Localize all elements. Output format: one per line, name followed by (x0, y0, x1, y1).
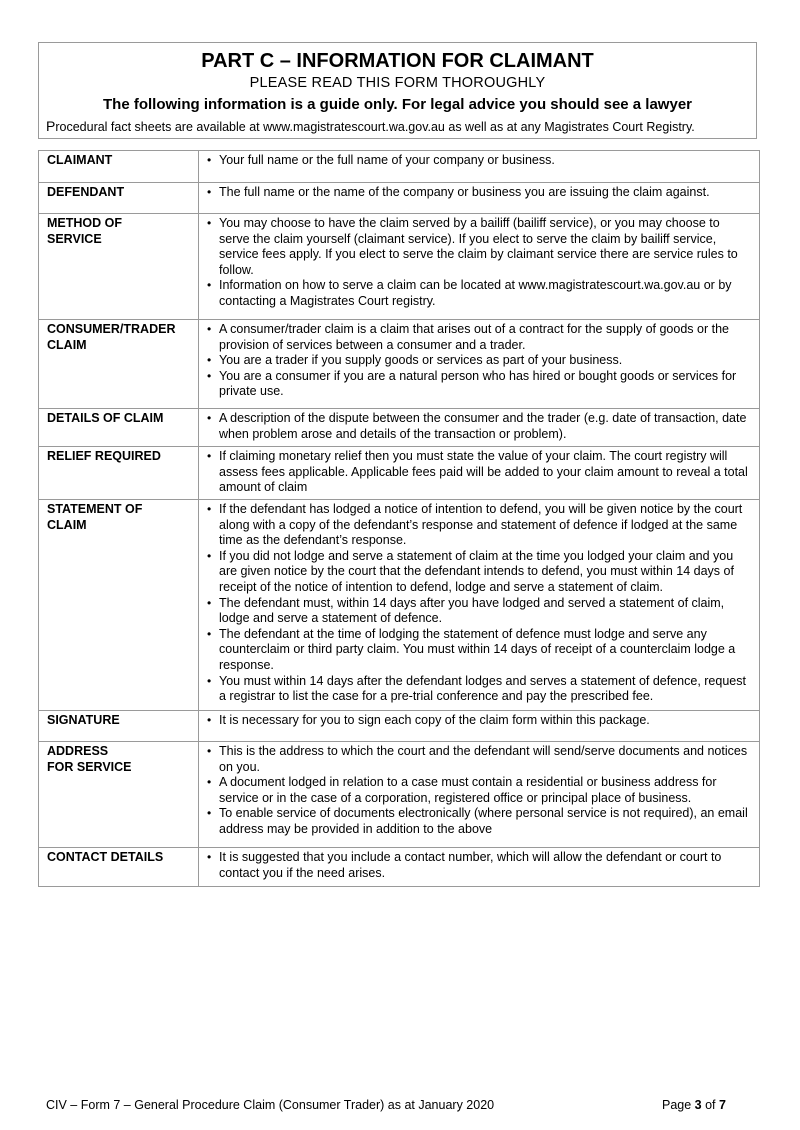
bullet-item: • Your full name or the full name of your company or business. (204, 153, 753, 169)
table-row (39, 500, 760, 711)
bullet-list (204, 185, 753, 201)
bullet-item: • Information on how to serve a claim can be located at www.magistratescourt.wa.gov.au or by contacting a Magistrates Court registry. (204, 278, 753, 309)
bullet-list (204, 713, 753, 729)
page-prefix: Page (662, 1098, 695, 1112)
row-label: METHOD OF SERVICE (39, 214, 199, 320)
guide-notice: The following information is a guide only. For legal advice you should see a lawyer (103, 96, 692, 113)
bullet-item: • A description of the dispute between the consumer and the trader (e.g. date of transaction, date when problem arose and details of the transaction or problem). (204, 411, 753, 442)
bullet-item: • The defendant at the time of lodging the statement of defence must lodge and serve any counterclaim or third party claim. You must within 14 days of receipt of a counterclaim lodge a response. (204, 627, 753, 674)
table-row (39, 151, 760, 183)
bullet-item: • If claiming monetary relief then you must state the value of your claim. The court registry will assess fees applicable. Applicable fees paid will be added to your claim amount to reveal a total amount of claim (204, 449, 753, 496)
row-content (199, 742, 760, 848)
table-row (39, 214, 760, 320)
fact-sheet-note (39, 118, 756, 135)
bullet-item: • The defendant must, within 14 days after you have lodged and served a statement of claim, lodge and serve a statement of defence. (204, 596, 753, 627)
bullet-list (204, 850, 753, 881)
bullet-list (204, 744, 753, 838)
fact-sheet-note-text: rocedural fact sheets are available at www.magistratescourt.wa.gov.au as well as at any Magistrates Court Registry. (55, 120, 695, 134)
bullet-list (204, 216, 753, 310)
table-row (39, 711, 760, 742)
row-label: SIGNATURE (39, 711, 199, 742)
fact-sheet-note-initial: P (46, 118, 56, 134)
bullet-list (204, 153, 753, 169)
footer-form-label: CIV – Form 7 – General Procedure Claim (Consumer Trader) as at January 2020 (46, 1098, 495, 1112)
bullet-item: • You are a trader if you supply goods or services as part of your business. (204, 353, 753, 369)
bullet-list (204, 322, 753, 400)
row-content (199, 500, 760, 711)
table-row (39, 742, 760, 848)
information-table (38, 150, 760, 887)
row-content (199, 183, 760, 214)
row-content (199, 711, 760, 742)
table-row (39, 409, 760, 447)
row-content (199, 214, 760, 320)
bullet-item: • This is the address to which the court and the defendant will send/serve documents and notices on you. (204, 744, 753, 775)
row-label: DEFENDANT (39, 183, 199, 214)
table-row (39, 447, 760, 500)
row-label: DETAILS OF CLAIM (39, 409, 199, 447)
row-content (199, 320, 760, 409)
bullet-item: • If the defendant has lodged a notice of intention to defend, you will be given notice by the court along with a copy of the defendant’s response and statement of defence if lodged at the same time as the defendant’s response. (204, 502, 753, 549)
table-row (39, 320, 760, 409)
row-label: CONSUMER/TRADER CLAIM (39, 320, 199, 409)
row-label: CLAIMANT (39, 151, 199, 183)
page-total: 7 (719, 1098, 726, 1112)
bullet-item: • It is necessary for you to sign each copy of the claim form within this package. (204, 713, 753, 729)
row-label: CONTACT DETAILS (39, 848, 199, 887)
table-row (39, 183, 760, 214)
bullet-item: • You must within 14 days after the defendant lodges and serves a statement of defence, request a registrar to list the case for a pre-trial conference and pay the prescribed fee. (204, 674, 753, 705)
row-content (199, 151, 760, 183)
bullet-list (204, 449, 753, 496)
bullet-list (204, 411, 753, 442)
page-subtitle: PLEASE READ THIS FORM THOROUGHLY (249, 75, 546, 91)
bullet-item: • You are a consumer if you are a natural person who has hired or bought goods or services for private use. (204, 369, 753, 400)
bullet-item: • It is suggested that you include a contact number, which will allow the defendant or court to contact you if the need arises. (204, 850, 753, 881)
row-content (199, 447, 760, 500)
page-title: PART C – INFORMATION FOR CLAIMANT (201, 50, 594, 72)
bullet-item: • To enable service of documents electronically (where personal service is not required), an email address may be provided in addition to the above (204, 806, 753, 837)
page-current: 3 (694, 1098, 702, 1112)
page-of: of (701, 1098, 719, 1112)
bullet-item: • A consumer/trader claim is a claim that arises out of a contract for the supply of goods or the provision of services between a consumer and a trader. (204, 322, 753, 353)
information-table-body (39, 151, 760, 887)
bullet-item: • If you did not lodge and serve a statement of claim at the time you lodged your claim and you are given notice by the court that the defendant intends to defend, you must within 14 days of receipt of the notice of intention to defend, lodge and serve a statement of claim. (204, 549, 753, 596)
row-content (199, 848, 760, 887)
bullet-item: • A document lodged in relation to a case must contain a residential or business address for service or in the case of a corporation, registered office or principal place of business. (204, 775, 753, 806)
header-box (38, 42, 757, 139)
row-label: ADDRESS FOR SERVICE (39, 742, 199, 848)
row-content (199, 409, 760, 447)
bullet-item: • You may choose to have the claim served by a bailiff (bailiff service), or you may choose to serve the claim yourself (claimant service). If you elect to serve the claim by bailiff service, service fees apply. If you elect to serve the claim by claimant service there are service rules to follow. (204, 216, 753, 278)
footer-page-number (662, 1098, 726, 1112)
row-label: STATEMENT OF CLAIM (39, 500, 199, 711)
bullet-list (204, 502, 753, 705)
row-label: RELIEF REQUIRED (39, 447, 199, 500)
table-row (39, 848, 760, 887)
bullet-item: • The full name or the name of the company or business you are issuing the claim against. (204, 185, 753, 201)
